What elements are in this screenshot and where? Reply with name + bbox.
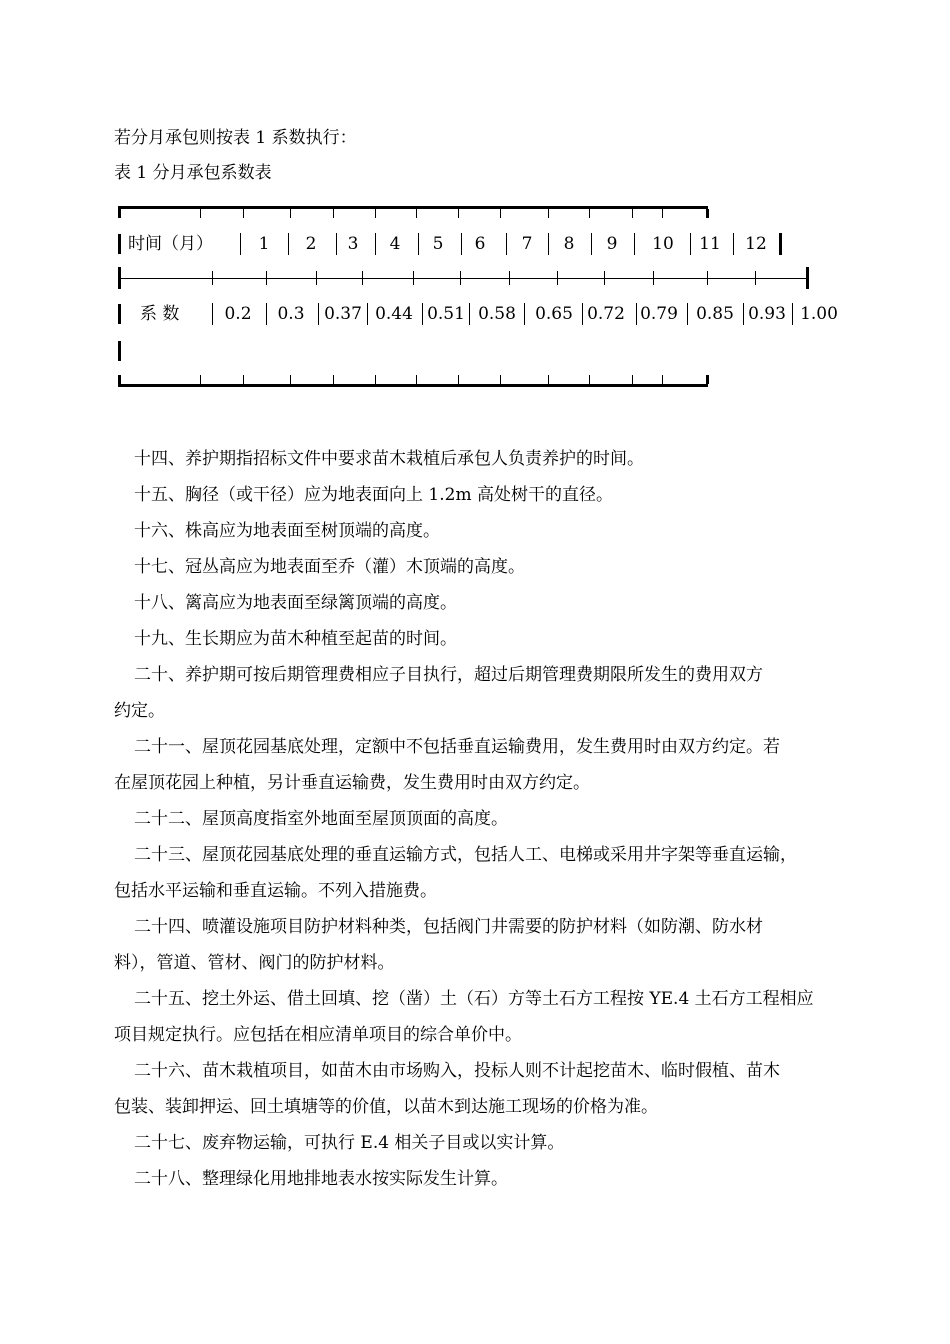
paragraph-line: 二十七、废弃物运输，可执行 E.4 相关子目或以实计算。 xyxy=(134,1133,565,1153)
column-separator xyxy=(212,303,213,325)
tick-mark xyxy=(500,375,501,384)
paragraph-line: 十六、株高应为地表面至树顶端的高度。 xyxy=(134,521,440,541)
paragraph-line: 二十三、屋顶花园基底处理的垂直运输方式，包括人工、电梯或采用井字架等垂直运输， xyxy=(134,845,797,865)
coefficient-cell: 0.72 xyxy=(587,304,625,324)
paragraph-continuation: 项目规定执行。应包括在相应清单项目的综合单价中。 xyxy=(114,1025,522,1045)
tick-mark xyxy=(413,271,414,285)
month-cell: 11 xyxy=(699,234,721,254)
table-top-rule xyxy=(118,206,708,209)
tick-mark xyxy=(212,271,213,285)
tick-mark xyxy=(653,271,654,285)
tick-mark xyxy=(548,209,549,218)
tick-mark xyxy=(509,271,510,285)
column-separator xyxy=(375,233,376,255)
tick-mark xyxy=(200,209,201,218)
paragraph-line: 二十二、屋顶高度指室外地面至屋顶顶面的高度。 xyxy=(134,809,508,829)
tick-mark xyxy=(118,375,121,384)
month-cell: 10 xyxy=(652,234,674,254)
table-caption: 表 1 分月承包系数表 xyxy=(114,163,272,183)
tick-mark xyxy=(548,375,549,384)
column-separator xyxy=(779,233,782,255)
tick-mark xyxy=(316,271,317,285)
tick-mark xyxy=(243,375,244,384)
tick-mark xyxy=(375,375,376,384)
tick-mark xyxy=(460,271,461,285)
tick-mark xyxy=(707,271,708,285)
paragraph-line: 二十五、挖土外运、借土回填、挖（凿）土（石）方等土石方工程按 YE.4 土石方工程相应 xyxy=(134,989,814,1009)
coefficient-cell: 0.79 xyxy=(640,304,678,324)
month-cell: 2 xyxy=(305,234,317,254)
column-separator xyxy=(548,233,549,255)
tick-mark xyxy=(333,375,334,384)
column-separator xyxy=(634,233,635,255)
intro-text: 若分月承包则按表 1 系数执行： xyxy=(114,128,357,148)
paragraph-line: 二十、养护期可按后期管理费相应子目执行，超过后期管理费期限所发生的费用双方 xyxy=(134,665,763,685)
row1-left-border xyxy=(118,234,121,254)
column-separator xyxy=(582,303,583,325)
month-cell: 7 xyxy=(521,234,533,254)
paragraph-line: 十四、养护期指招标文件中要求苗木栽植后承包人负责养护的时间。 xyxy=(134,449,644,469)
month-cell: 8 xyxy=(563,234,575,254)
month-cell: 9 xyxy=(606,234,618,254)
paragraph-line: 十八、篱高应为地表面至绿篱顶端的高度。 xyxy=(134,593,457,613)
coefficient-cell: 0.93 xyxy=(748,304,786,324)
tick-mark xyxy=(362,271,363,285)
tick-mark xyxy=(589,209,590,218)
paragraph-continuation: 包括水平运输和垂直运输。不列入措施费。 xyxy=(114,881,437,901)
tick-mark xyxy=(632,375,633,384)
coefficient-cell: 0.58 xyxy=(478,304,516,324)
month-cell: 3 xyxy=(347,234,359,254)
month-cell: 12 xyxy=(745,234,767,254)
column-separator xyxy=(288,233,289,255)
paragraph-continuation: 料），管道、管材、阀门的防护材料。 xyxy=(114,953,395,973)
tick-mark xyxy=(416,375,417,384)
tick-mark xyxy=(118,267,121,289)
tick-mark xyxy=(500,209,501,218)
tick-mark xyxy=(243,209,244,218)
column-separator xyxy=(792,303,793,325)
tick-mark xyxy=(706,375,709,384)
column-separator xyxy=(318,303,319,325)
coefficient-cell: 0.37 xyxy=(324,304,362,324)
column-separator xyxy=(524,303,525,325)
paragraph-line: 二十一、屋顶花园基底处理，定额中不包括垂直运输费用，发生费用时由双方约定。若 xyxy=(134,737,780,757)
month-cell: 4 xyxy=(389,234,401,254)
tick-mark xyxy=(290,375,291,384)
tick-mark xyxy=(458,375,459,384)
tick-mark xyxy=(266,271,267,285)
coefficient-cell: 0.3 xyxy=(277,304,305,324)
tick-mark xyxy=(290,209,291,218)
paragraph-continuation: 约定。 xyxy=(114,701,165,721)
row3-left-border xyxy=(118,341,121,361)
row1-header: 时间（月） xyxy=(128,234,213,254)
paragraph-continuation: 在屋顶花园上种植，另计垂直运输费，发生费用时由双方约定。 xyxy=(114,773,590,793)
tick-mark xyxy=(806,267,809,289)
coefficient-cell: 0.44 xyxy=(375,304,413,324)
tick-mark xyxy=(458,209,459,218)
row2-header: 系 数 xyxy=(140,304,180,324)
column-separator xyxy=(690,233,691,255)
column-separator xyxy=(422,303,423,325)
tick-mark xyxy=(557,271,558,285)
month-cell: 6 xyxy=(474,234,486,254)
paragraph-line: 十五、胸径（或干径）应为地表面向上 1.2m 高处树干的直径。 xyxy=(134,485,613,505)
coefficient-cell: 0.85 xyxy=(696,304,734,324)
coefficient-cell: 0.51 xyxy=(427,304,465,324)
tick-mark xyxy=(200,375,201,384)
paragraph-line: 十七、冠丛高应为地表面至乔（灌）木顶端的高度。 xyxy=(134,557,525,577)
paragraph-line: 二十八、整理绿化用地排地表水按实际发生计算。 xyxy=(134,1169,508,1189)
column-separator xyxy=(266,303,267,325)
tick-mark xyxy=(416,209,417,218)
column-separator xyxy=(367,303,368,325)
column-separator xyxy=(733,233,734,255)
table-bottom-rule xyxy=(118,384,708,387)
paragraph-continuation: 包装、装卸押运、回土填塘等的价值，以苗木到达施工现场的价格为准。 xyxy=(114,1097,658,1117)
tick-mark xyxy=(118,209,121,218)
tick-mark xyxy=(375,209,376,218)
row2-left-border xyxy=(118,304,121,324)
column-separator xyxy=(336,233,337,255)
column-separator xyxy=(506,233,507,255)
column-separator xyxy=(240,233,241,255)
paragraph-line: 十九、生长期应为苗木种植至起苗的时间。 xyxy=(134,629,457,649)
column-separator xyxy=(418,233,419,255)
coefficient-cell: 1.00 xyxy=(800,304,838,324)
column-separator xyxy=(591,233,592,255)
coefficient-cell: 0.2 xyxy=(224,304,252,324)
tick-mark xyxy=(589,375,590,384)
tick-mark xyxy=(604,271,605,285)
coefficient-cell: 0.65 xyxy=(535,304,573,324)
tick-mark xyxy=(662,209,663,218)
column-separator xyxy=(687,303,688,325)
month-cell: 5 xyxy=(432,234,444,254)
tick-mark xyxy=(662,375,663,384)
column-separator xyxy=(743,303,744,325)
tick-mark xyxy=(632,209,633,218)
column-separator xyxy=(461,233,462,255)
tick-mark xyxy=(706,209,709,218)
table-middle-rule xyxy=(118,278,808,279)
month-cell: 1 xyxy=(258,234,270,254)
paragraph-line: 二十四、喷灌设施项目防护材料种类，包括阀门井需要的防护材料（如防潮、防水材 xyxy=(134,917,763,937)
paragraph-line: 二十六、苗木栽植项目，如苗木由市场购入，投标人则不计起挖苗木、临时假植、苗木 xyxy=(134,1061,780,1081)
tick-mark xyxy=(333,209,334,218)
tick-mark xyxy=(755,271,756,285)
column-separator xyxy=(469,303,470,325)
